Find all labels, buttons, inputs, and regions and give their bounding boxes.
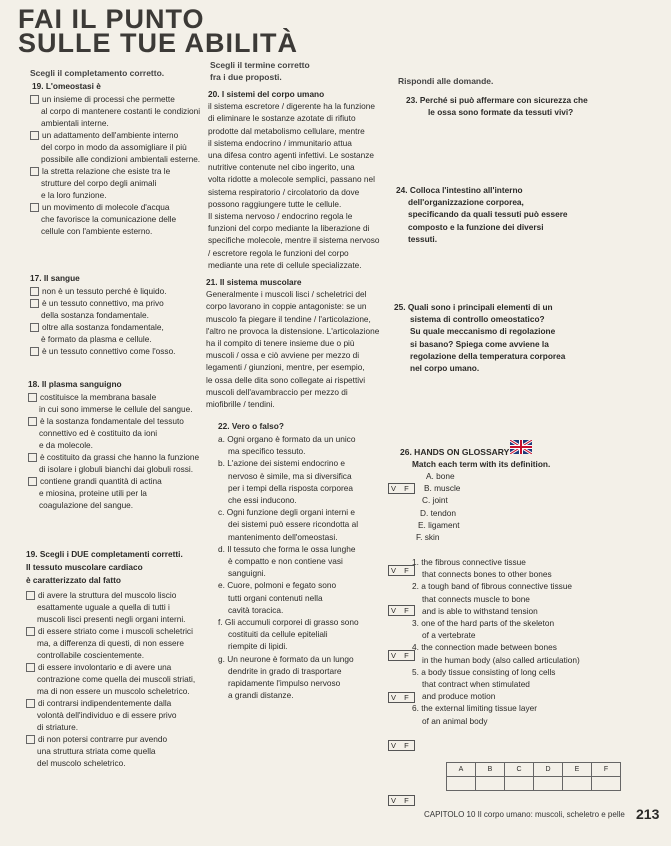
glossary-terms [408,470,460,543]
q22-statement-b-cont2: per i tempi della risposta corporea [228,482,353,493]
q21-line[interactable]: legamenti / giunzioni, mentre, per esempio, [206,362,365,373]
q19-option-a-cont: al corpo di mantenere costanti le condizioni [41,106,201,116]
q17-option-a[interactable]: non è un tessuto perché è liquido. [30,285,176,297]
q20-line: nutritive contenute nel cibo ingerito, una [208,162,355,173]
q18-option-c[interactable]: è costituito da grassi che hanno la funzione [28,451,199,463]
q24-line: composto e la funzione dei diversi [408,221,544,232]
answer-grid [446,762,621,791]
term-skin[interactable]: F. skin [416,532,440,543]
q19-option-d-cont: che favorisce la comunicazione delle [41,214,177,224]
q21-line: l'altro ne provoca la distensione. L'articolazione [206,325,380,336]
q22-statement-g-cont3: a grandi distanze. [228,690,294,701]
q19b-option-c-cont: contrazione come quella dei muscoli striati, [37,674,196,684]
grid-header-d: D [534,763,563,777]
q19-options [30,93,200,237]
definition-5[interactable]: 5. a body tissue consisting of long cells [412,666,556,677]
term-muscle[interactable]: B. muscle [424,483,461,494]
q20-line: volta ridotte a molecole semplici, passano nel [208,174,375,185]
q21-line[interactable]: Generalmente i muscoli lisci / scheletrici del [206,289,367,300]
q19b-option-a-cont: esattamente uguale a quella di tutti i [37,602,170,612]
q20-line[interactable]: / escretore regola le funzioni del corpo [208,247,349,258]
q19b-question: Il tessuto muscolare cardiaco [26,562,143,572]
q19-option-b[interactable]: un adattamento dell'ambiente interno [30,129,200,141]
definition-1[interactable]: 1. the fibrous connective tissue [412,557,526,567]
q22-statement-a: a. Ogni organo è formato da un unico [218,434,356,444]
q22-heading: 22. Vero o falso? [218,421,284,431]
grid-answer-a[interactable] [447,777,476,791]
q17-options [30,285,176,357]
grid-header-b: B [476,763,505,777]
grid-answer-f[interactable] [592,777,621,791]
q24-line: 24. Colloca l'intestino all'interno [396,185,523,195]
q22-statement-d: d. Il tessuto che forma le ossa lunghe [218,543,356,554]
q19b-option-b-cont2: controllabile coscientemente. [37,650,144,660]
q20-title: 20. I sistemi del corpo umano [208,89,325,99]
q22-statement-b-cont3: che essi inducono. [228,495,297,506]
q24-line: dell'organizzazione corporea, [408,197,524,208]
q21-title: 21. Il sistema muscolare [206,277,302,287]
q20-line: mediante una rete di cellule specializzate. [208,259,362,270]
q18-options [28,391,199,511]
q19-question: 19. L'omeostasi è [32,81,101,91]
vf-box-e[interactable]: V F [388,692,415,703]
vf-box-b[interactable]: V F [388,565,415,576]
q18-option-d-cont2: coagulazione del sangue. [39,500,134,510]
q25-line: nel corpo umano. [410,363,480,374]
page-title-line1: FAI IL PUNTO [18,4,205,34]
q21-line: corpo lavorano in coppie antagoniste: se un [206,301,367,312]
q22-statement-c-cont2: mantenimento dell'omeostasi. [228,531,338,542]
q19b-option-e-cont: una struttura striata come quella [37,746,156,756]
q22-statement-f: f. Gli accumuli corporei di grasso sono [218,617,359,628]
chapter-footer: CAPITOLO 10 Il corpo umano: muscoli, scheletro e pelle [424,810,625,819]
term-ligament[interactable]: E. ligament [418,519,460,530]
q20-block [208,88,380,271]
q17-option-b-cont: della sostanza fondamentale. [41,310,149,320]
q24-block [396,184,568,245]
q22-statement-e-cont2: cavità toracica. [228,604,284,615]
q21-line: muscoli dell'avambraccio per mezzo di [206,386,348,397]
q19b-option-c-cont2: ma di non essere un muscolo scheletrico. [37,686,190,696]
grid-answer-b[interactable] [476,777,505,791]
q17-question: 17. Il sangue [30,273,80,283]
q18-option-a-cont: in cui sono immerse le cellule del sangue. [39,404,193,414]
q22-statement-g: g. Un neurone è formato da un lungo [218,653,354,664]
definition-1-cont: that connects bones to other bones [422,569,552,580]
q18-option-a[interactable]: costituisce la membrana basale [28,391,199,403]
q20-line[interactable]: il sistema endocrino / immunitario attua [208,137,352,148]
col2-heading2: fra i due proposti. [210,72,282,82]
q17-option-b[interactable]: è un tessuto connettivo, ma privo [30,297,176,309]
q22-statement-e-cont: tutti organi contenuti nella [228,592,323,603]
definition-2-cont: that connects muscle to bone [422,593,530,604]
q18-option-b-cont2: e da molecole. [39,440,93,450]
grid-header-f: F [592,763,621,777]
q19-option-a[interactable]: un insieme di processi che permette [30,93,200,105]
q25-line: regolazione della temperatura corporea [410,350,566,361]
q22-statement-d-cont: è compatto e non contiene vasi [228,556,343,567]
q22-statement-b: b. L'azione dei sistemi endocrino e [218,458,346,469]
col3-heading: Rispondi alle domande. [398,76,494,86]
q19-option-a-cont2: ambientali interne. [41,118,109,128]
q22-statement-g-cont: dendrite in grado di trasportare [228,665,342,676]
q19b-subquestion: è caratterizzato dal fatto [26,575,121,585]
col1-heading: Scegli il completamento corretto. [30,68,165,78]
q23-line: le ossa sono formate da tessuti vivi? [428,107,574,118]
definition-2-cont2: and is able to withstand tension [422,605,538,616]
q19-option-d-cont2: cellule con l'ambiente esterno. [41,226,153,236]
q19-option-c-cont: strutture del corpo degli animali [41,178,157,188]
q20-line: di eliminare le sostanze azotate di rifiuto [208,113,356,124]
q19b-option-c[interactable]: di essere involontario e di avere una [26,661,195,673]
q21-line: ha il compito di tenere insieme due o più [206,338,355,349]
q25-line: Su quale meccanismo di regolazione [410,326,556,337]
term-tendon[interactable]: D. tendon [420,507,456,518]
q19b-option-b-cont: ma, a differenza di questi, di non essere [37,638,184,648]
grid-answer-e[interactable] [563,777,592,791]
q21-line[interactable]: miofibrille / tendini. [206,399,275,410]
definition-4-cont: in the human body (also called articulation) [422,654,580,665]
vf-box-a[interactable]: V F [388,483,415,494]
definition-3[interactable]: 3. one of the hard parts of the skeleton [412,618,555,629]
q20-line: funzioni del corpo mediante la liberazione di [208,223,370,234]
grid-header-e: E [563,763,592,777]
definition-2[interactable]: 2. a tough band of fibrous connective tissue [412,581,573,592]
q19-option-c-cont2: e la loro funzione. [41,190,107,200]
vf-box-d[interactable]: V F [388,650,415,661]
q20-line[interactable]: sistema respiratorio / circolatorio da dove [208,186,360,197]
q18-question: 18. Il plasma sanguigno [28,379,122,389]
q26-heading: 26. HANDS ON GLOSSARY [400,447,510,457]
q19-option-b-cont2: possibile alle condizioni ambientali esterne. [41,154,201,164]
q19b-option-e-cont2: del muscolo scheletrico. [37,758,126,768]
definition-5-cont: that contract when stimulated [422,679,530,690]
q21-line: le ossa delle dita sono collegate ai rispettivi [206,374,366,385]
q22-statement-g-cont2: rapidamente l'impulso nervoso [228,678,341,689]
q22-statement-f-cont2: riempite di lipidi. [228,641,288,652]
glossary-definitions [412,556,580,727]
q22-statement-f-cont: costituiti da cellule epiteliali [228,629,328,640]
q19b-option-d-cont2: di striature. [37,722,79,732]
q21-block [206,276,379,410]
q23-block [406,94,588,118]
q19-option-d[interactable]: un movimento di molecole d'acqua [30,201,200,213]
q19b-option-a[interactable]: di avere la struttura del muscolo liscio [26,589,195,601]
q20-line[interactable]: specifiche molecole, mentre il sistema nervoso [208,235,380,246]
definition-4[interactable]: 4. the connection made between bones [412,642,557,653]
grid-answer-c[interactable] [505,777,534,791]
vf-box-f[interactable]: V F [388,740,415,751]
q22-statement-e: e. Cuore, polmoni e fegato sono [218,580,337,591]
q25-block [394,301,565,374]
q20-line: una difesa contro agenti infettivi. Le sostanze [208,150,375,161]
q19b-option-b[interactable]: di essere striato come i muscoli scheletrici [26,625,195,637]
grid-answer-d[interactable] [534,777,563,791]
q18-option-d[interactable]: contiene grandi quantità di actina [28,475,199,487]
q22-statement-a-cont: ma specifico tessuto. [228,446,306,457]
q20-line[interactable]: Il sistema nervoso / endocrino regola le [208,211,353,222]
definition-3-cont: of a vertebrate [422,630,476,641]
q23-line: 23. Perché si può affermare con sicurezza che [406,95,588,105]
q17-option-c-cont: è formato da plasma e cellule. [41,334,152,344]
vf-box-g[interactable]: V F [388,795,415,806]
uk-flag-icon [510,440,532,454]
definition-5-cont2: and produce motion [422,691,496,702]
q19b-heading: 19. Scegli i DUE completamenti corretti. [26,549,183,559]
page-title-line2: SULLE TUE ABILITÀ [18,28,298,58]
q21-line[interactable]: muscolo fa piegare il tendine / l'articolazione, [206,313,371,324]
q17-option-c[interactable]: oltre alla sostanza fondamentale, [30,321,176,333]
q17-option-d[interactable]: è un tessuto connettivo come l'osso. [30,345,176,357]
q18-option-b-cont: connettivo ed è costituito da ioni [39,428,158,438]
q19-option-b-cont: del corpo in modo da assomigliare il più [41,142,187,152]
q19b-option-e[interactable]: di non potersi contrarre pur avendo [26,733,195,745]
q22-statement-c: c. Ogni funzione degli organi interni e [218,507,355,518]
term-joint[interactable]: C. joint [422,495,448,506]
q22-statement-d-cont2: sanguigni. [228,568,266,579]
q21-line[interactable]: muscoli / ossa e ciò avviene per mezzo di [206,350,360,361]
q22-block [218,433,359,701]
term-bone[interactable]: A. bone [426,471,455,481]
grid-header-a: A [447,763,476,777]
q25-line: si basano? Spiega come avviene la [410,338,549,349]
q19-option-c[interactable]: la stretta relazione che esiste tra le [30,165,200,177]
q20-line: prodotte dal metabolismo cellulare, mentre [208,125,365,136]
q24-line: tessuti. [408,233,438,244]
q19b-option-d[interactable]: di contrarsi indipendentemente dalla [26,697,195,709]
page-number: 213 [636,806,660,822]
vf-box-c[interactable]: V F [388,605,415,616]
q18-option-d-cont: e miosina, proteine utili per la [39,488,147,498]
q25-line: sistema di controllo omeostatico? [410,314,545,325]
q22-statement-c-cont: dei sistemi può essere ricondotta al [228,519,359,530]
col2-heading1: Scegli il termine corretto [210,60,310,70]
q19b-option-a-cont2: muscoli lisci presenti negli organi interni. [37,614,186,624]
q24-line: specificando da quali tessuti può essere [408,209,568,220]
q20-line[interactable]: il sistema escretore / digerente ha la funzione [208,101,375,112]
q19b-options [26,589,195,769]
definition-6[interactable]: 6. the external limiting tissue layer [412,703,537,714]
q18-option-b[interactable]: è la sostanza fondamentale del tessuto [28,415,199,427]
definition-6-cont: of an animal body [422,715,488,726]
q18-option-c-cont: di isolare i globuli bianchi dai globuli rossi. [39,464,194,474]
q22-statement-b-cont: nervoso è simile, ma si diversifica [228,470,352,481]
q25-line: 25. Quali sono i principali elementi di un [394,302,553,312]
grid-header-c: C [505,763,534,777]
q19b-option-d-cont: volontà dell'individuo e di essere privo [37,710,177,720]
q26-instructions: Match each term with its definition. [412,459,551,469]
q20-line: possono raggiungere tutte le cellule. [208,198,342,209]
